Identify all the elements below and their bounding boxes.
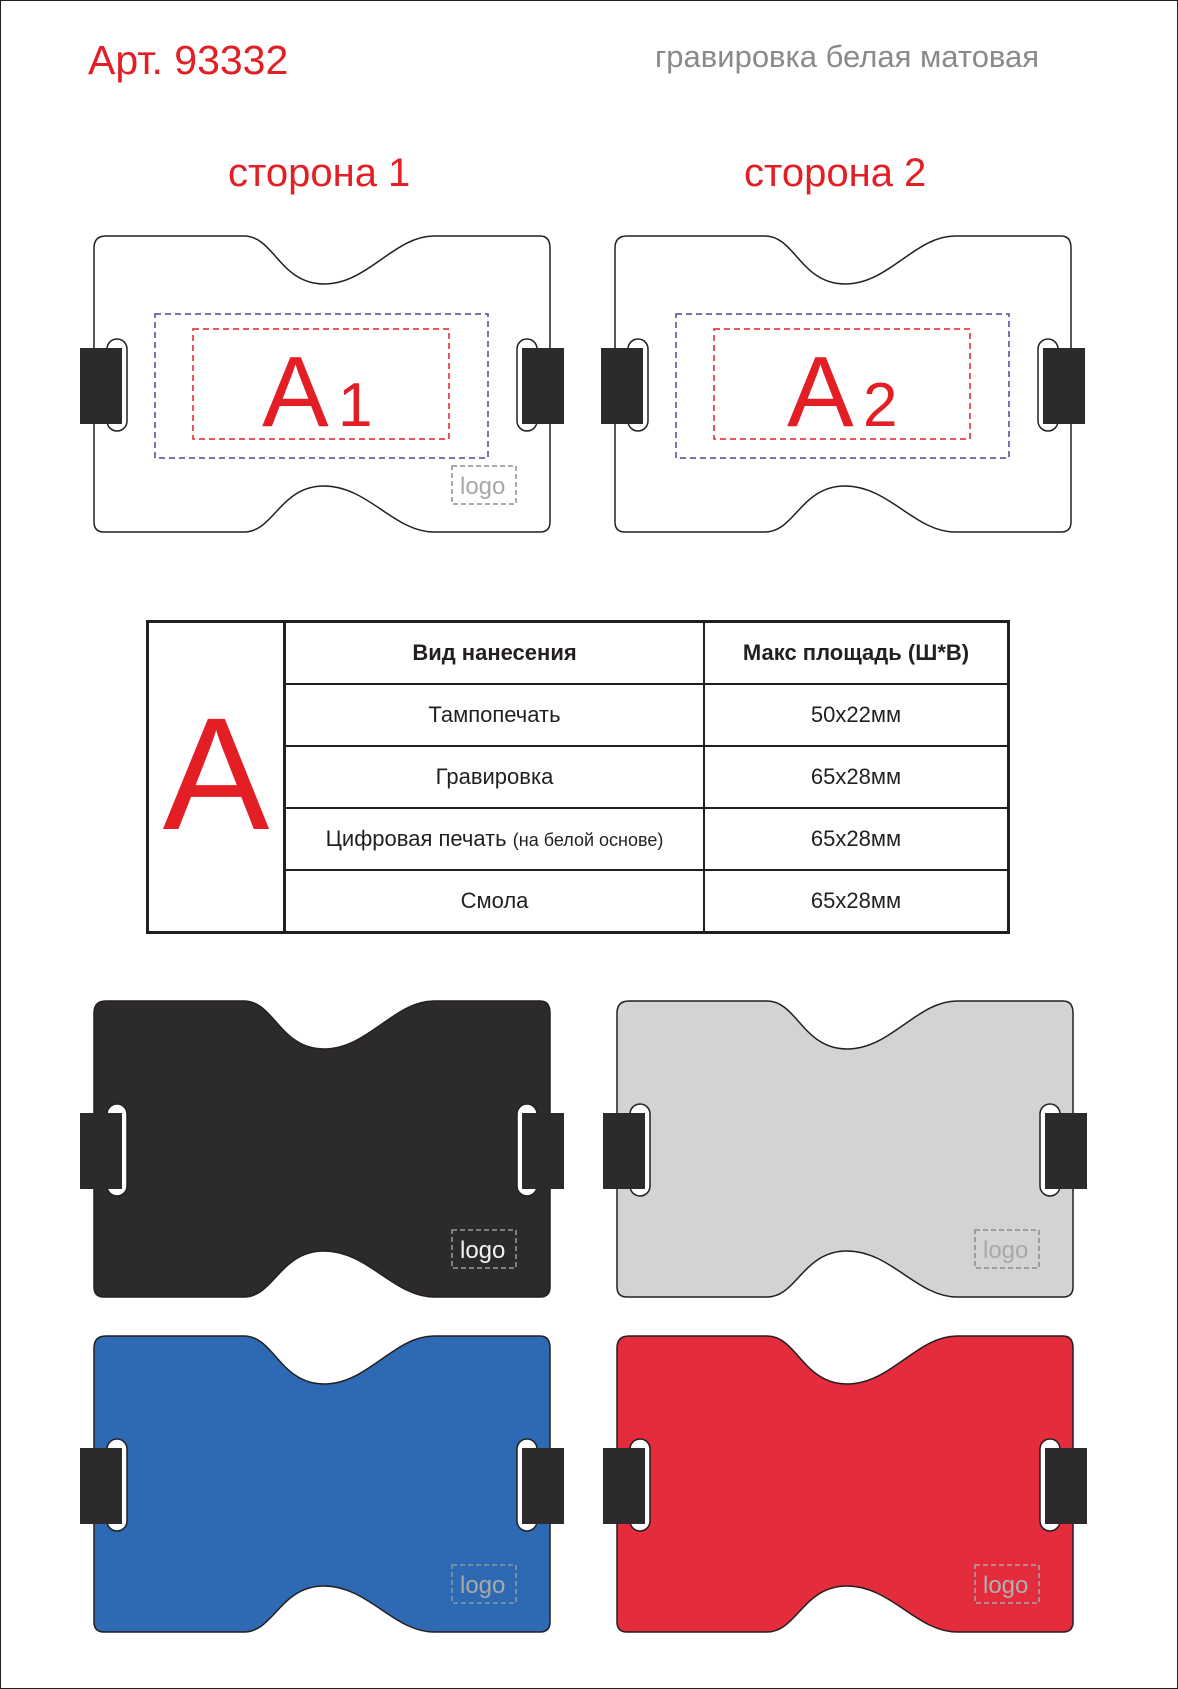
method-pad-printing: Тампопечать	[285, 684, 705, 746]
digital-printing-note: (на белой основе)	[512, 830, 664, 850]
black-card-variant	[80, 1001, 564, 1297]
engraving-type: гравировка белая матовая	[655, 39, 1040, 74]
logo-placeholder-text: logo	[460, 1237, 506, 1264]
method-engraving: Гравировка	[285, 746, 705, 808]
logo-placeholder-text: logo	[983, 1237, 1029, 1264]
side-1-card	[80, 236, 564, 532]
zone-a1-letter: A	[262, 336, 329, 448]
side-2-card	[601, 236, 1085, 532]
zone-label-cell	[148, 622, 285, 933]
method-digital-printing: Цифровая печать (на белой основе)	[285, 808, 705, 870]
logo-placeholder-text: logo	[460, 473, 506, 500]
zone-a2-index: 2	[863, 371, 898, 440]
zone-a2-letter: A	[787, 336, 854, 448]
side-2-title: сторона 2	[744, 151, 927, 195]
side-1-title: сторона 1	[228, 151, 411, 195]
column-header-method: Вид нанесения	[285, 622, 705, 685]
logo-placeholder-text: logo	[460, 1572, 506, 1599]
size-digital-printing: 65x28мм	[704, 808, 1009, 870]
method-resin: Смола	[285, 870, 705, 933]
red-card-variant	[603, 1336, 1087, 1632]
zone-a1-index: 1	[338, 371, 373, 440]
zone-letter: A	[162, 684, 270, 863]
size-engraving: 65x28мм	[704, 746, 1009, 808]
application-spec-table	[146, 620, 1010, 913]
size-pad-printing: 50x22мм	[704, 684, 1009, 746]
blue-card-variant	[80, 1336, 564, 1632]
logo-placeholder-text: logo	[983, 1572, 1029, 1599]
size-resin: 65x28мм	[704, 870, 1009, 933]
column-header-max-area: Макс площадь (Ш*В)	[704, 622, 1009, 685]
article-number: Арт. 93332	[88, 37, 289, 83]
silver-card-variant	[603, 1001, 1087, 1297]
